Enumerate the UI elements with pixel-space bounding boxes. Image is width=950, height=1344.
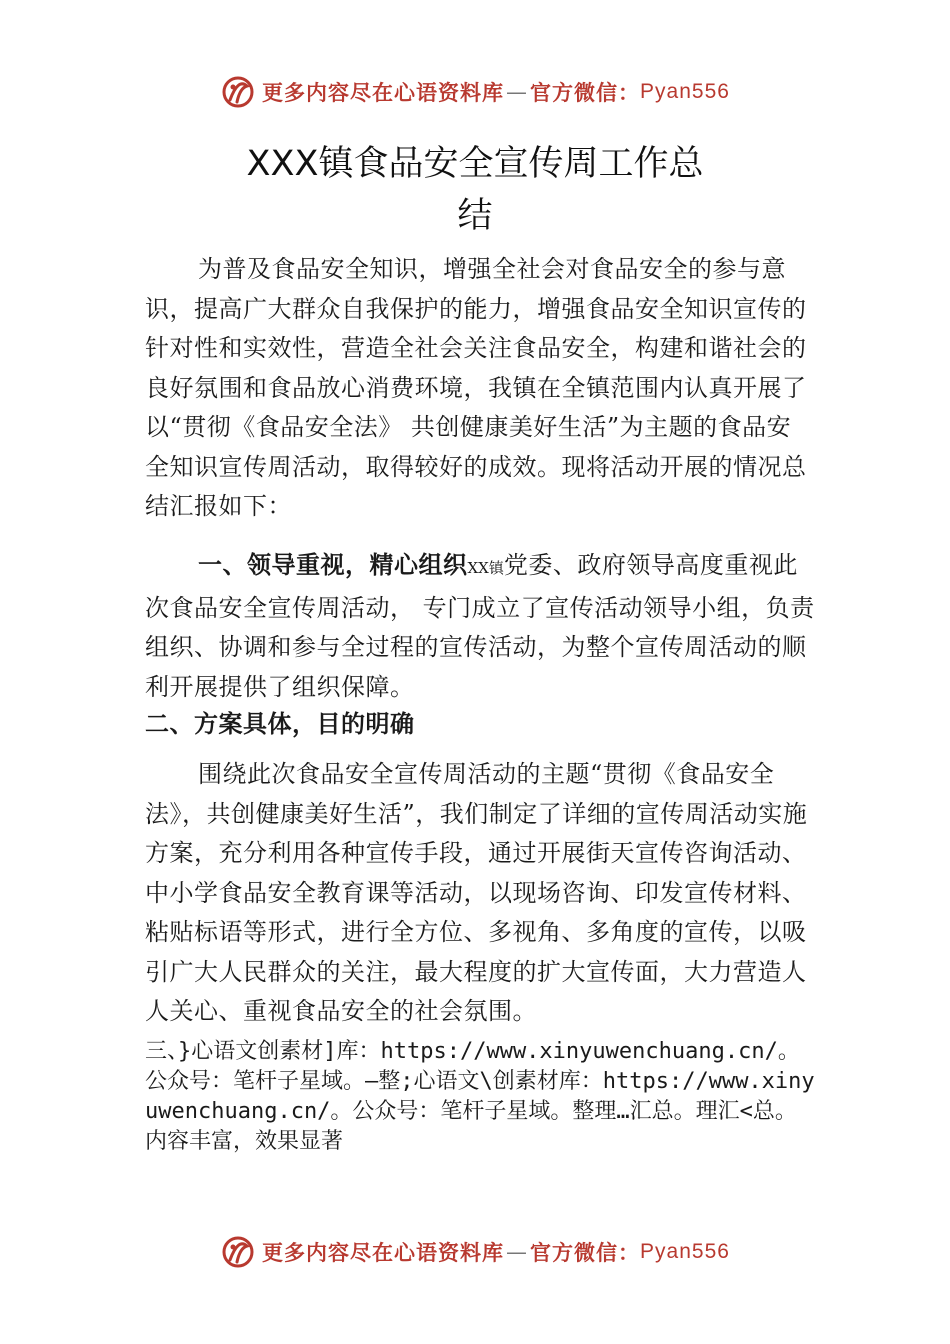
section-2-heading: 二、方案具体，目的明确 bbox=[145, 710, 415, 738]
banner-separator: — bbox=[506, 1240, 529, 1264]
banner-wechat-label: 官方微信： bbox=[530, 1241, 641, 1265]
document-title bbox=[0, 138, 950, 242]
section-2-paragraph: 围绕此次食品安全宣传周活动的主题“贯彻《食品安全法》，共创健康美好生活”，我们制定了详细的宣传周活动实施方案，充分利用各种宣传手段，通过开展街天宣传咨询活动、中小学食品安全教育课等活动，以现场咨询、印发宣传材料、粘贴标语等形式，进行全方位、多视角、多角度的宣传，以吸引广大人民群众的关注，最大程度的扩大宣传面，大力营造人人关心、重视食品安全的社会氛围。 bbox=[145, 760, 808, 1025]
title-line-1: XXX镇食品安全宣传周工作总 bbox=[246, 144, 704, 184]
banner-wechat-label: 官方微信： bbox=[530, 81, 641, 105]
section-1-xx-town: XX镇 bbox=[467, 559, 504, 577]
banner-wechat-id: Pyan556 bbox=[640, 80, 730, 103]
banner-text: 更多内容尽在心语资料库 bbox=[262, 81, 505, 105]
logo-icon bbox=[220, 1234, 256, 1270]
intro-paragraph: 为普及食品安全知识，增强全社会对食品安全的参与意识，提高广大群众自我保护的能力，增强食品安全知识宣传的针对性和实效性，营造全社会关注食品安全，构建和谐社会的良好氛围和食品放心消费环境，我镇在全镇范围内认真开展了以“贯彻《食品安全法》 共创健康美好生活”为主题的食品安全知识宣传周活动，取得较好的成效。现将活动开展的情况总结汇报如下： bbox=[145, 255, 807, 520]
section-1-paragraph bbox=[145, 546, 815, 707]
header-watermark-banner bbox=[0, 72, 950, 112]
banner-text: 更多内容尽在心语资料库 bbox=[262, 1241, 505, 1265]
section-1-text: 党委、政府领导高度重视此次食品安全宣传周活动， 专门成立了宣传活动领导小组，负责组织、协调和参与全过程的宣传活动，为整个宣传周活动的顺利开展提供了组织保障。 bbox=[145, 551, 815, 701]
banner-wechat-id: Pyan556 bbox=[640, 1240, 730, 1263]
section-3-paragraph: 三、}心语文创素材]库：https://www.xinyuwenchuang.cn/。公众号：笔杆子星域。—整;心语文\创素材库：https://www.xinyuwenchuang.cn/。公众号：笔杆子星域。整理…汇总。理汇<总。内容丰富，效果显著 bbox=[145, 1039, 815, 1154]
footer-watermark-banner bbox=[0, 1232, 950, 1272]
banner-separator: — bbox=[506, 80, 529, 104]
section-1-heading: 一、领导重视，精心组织 bbox=[198, 551, 468, 579]
title-line-2: 结 bbox=[457, 196, 493, 236]
logo-icon bbox=[220, 74, 256, 110]
